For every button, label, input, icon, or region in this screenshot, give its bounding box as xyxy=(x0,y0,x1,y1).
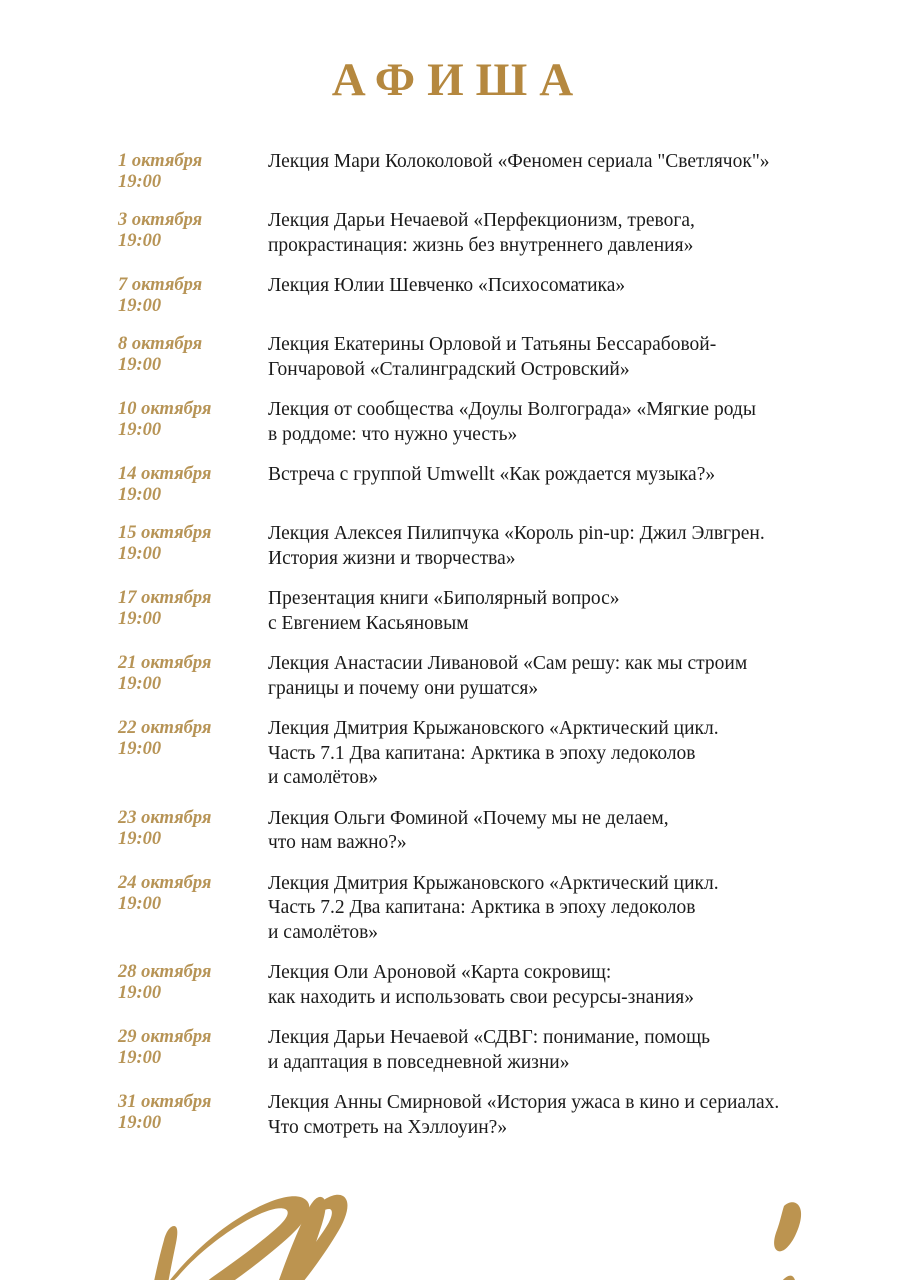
brand-logo xyxy=(0,1148,905,1280)
event-description xyxy=(268,274,838,299)
event-date: 1 октября xyxy=(118,151,203,171)
event-row xyxy=(118,209,838,258)
event-description-line: Лекция Анастасии Ливановой «Сам решу: как мы строим xyxy=(268,653,748,674)
event-row xyxy=(118,463,838,506)
event-datetime xyxy=(118,652,268,695)
event-row xyxy=(118,1091,838,1140)
event-row xyxy=(118,652,838,701)
event-row xyxy=(118,807,838,856)
event-time: 19:00 xyxy=(118,739,162,759)
event-description-line: Часть 7.2 Два капитана: Арктика в эпоху ледоколов xyxy=(268,897,696,918)
event-description-line: Лекция Анны Смирновой «История ужаса в кино и сериалах. xyxy=(268,1092,780,1113)
event-description xyxy=(268,652,838,701)
event-description-line: Лекция Оли Ароновой «Карта сокровищ: xyxy=(268,962,612,983)
event-date: 8 октября xyxy=(118,334,203,354)
event-description xyxy=(268,587,838,636)
event-row xyxy=(118,717,838,791)
event-description xyxy=(268,463,838,488)
event-description xyxy=(268,1091,838,1140)
event-date: 21 октября xyxy=(118,653,212,673)
event-datetime xyxy=(118,717,268,760)
event-description xyxy=(268,961,838,1010)
event-datetime xyxy=(118,872,268,915)
event-row xyxy=(118,1026,838,1075)
event-datetime xyxy=(118,807,268,850)
event-description-line: Презентация книги «Биполярный вопрос» xyxy=(268,588,620,609)
event-datetime xyxy=(118,209,268,252)
event-description xyxy=(268,872,838,946)
event-datetime xyxy=(118,587,268,630)
event-date: 7 октября xyxy=(118,275,203,295)
event-datetime xyxy=(118,274,268,317)
event-description-line: Лекция Мари Колоколовой «Феномен сериала "Светлячок"» xyxy=(268,151,770,172)
event-row xyxy=(118,274,838,317)
event-datetime xyxy=(118,463,268,506)
event-datetime xyxy=(118,961,268,1004)
event-description-line: Что смотреть на Хэллоуин?» xyxy=(268,1116,508,1138)
event-description xyxy=(268,807,838,856)
event-description-line: прокрастинация: жизнь без внутреннего давления» xyxy=(268,234,694,256)
event-time: 19:00 xyxy=(118,828,162,849)
event-date: 31 октября xyxy=(118,1092,212,1112)
event-row xyxy=(118,398,838,447)
event-time: 19:00 xyxy=(118,485,162,505)
event-row xyxy=(118,587,838,636)
event-date: 15 октября xyxy=(118,523,212,543)
event-time: 19:00 xyxy=(118,420,162,440)
event-description-line: Лекция Дмитрия Крыжановского «Арктический цикл. xyxy=(268,718,719,739)
event-time: 19:00 xyxy=(118,893,162,914)
event-description xyxy=(268,333,838,382)
knizhny-script-logo-icon xyxy=(108,1148,828,1280)
event-time: 19:00 xyxy=(118,983,162,1003)
event-description xyxy=(268,717,838,791)
event-description-line: и адаптация в повседневной жизни» xyxy=(268,1051,570,1073)
event-description xyxy=(268,522,838,571)
event-description-line: как находить и использовать свои ресурсы-знания» xyxy=(268,986,695,1008)
event-description xyxy=(268,1026,838,1075)
event-description-line: Лекция Дмитрия Крыжановского «Арктический цикл. xyxy=(268,872,719,894)
event-description-line: Лекция Юлии Шевченко «Психосоматика» xyxy=(268,275,626,296)
event-date: 14 октября xyxy=(118,464,212,484)
event-row xyxy=(118,522,838,571)
event-time: 19:00 xyxy=(118,172,162,192)
page-title: АФИША xyxy=(331,54,586,106)
event-description-line: Лекция Алексея Пилипчука «Король pin-up: Джил Элвгрен. xyxy=(268,523,765,544)
event-date: 24 октября xyxy=(118,872,212,893)
event-datetime xyxy=(118,398,268,441)
event-description-line: Гончаровой «Сталинградский Островский» xyxy=(268,358,630,380)
event-description-line: Часть 7.1 Два капитана: Арктика в эпоху ледоколов xyxy=(268,742,696,764)
event-date: 23 октября xyxy=(118,807,212,828)
event-datetime xyxy=(118,1091,268,1134)
event-datetime xyxy=(118,333,268,376)
event-time: 19:00 xyxy=(118,609,162,629)
event-date: 29 октября xyxy=(118,1027,212,1047)
event-time: 19:00 xyxy=(118,355,162,375)
event-description-line: границы и почему они рушатся» xyxy=(268,677,539,699)
event-description-line: Лекция Ольги Фоминой «Почему мы не делаем, xyxy=(268,807,669,829)
poster-header xyxy=(0,56,905,105)
event-description-line: с Евгением Касьяновым xyxy=(268,612,469,634)
event-description-line: Лекция от сообщества «Доулы Волгограда» «Мягкие роды xyxy=(268,399,756,420)
event-date: 17 октября xyxy=(118,588,212,608)
event-description-line: Встреча с группой Umwellt «Как рождается музыка?» xyxy=(268,464,716,485)
event-description-line: в роддоме: что нужно учесть» xyxy=(268,423,518,445)
event-row xyxy=(118,150,838,193)
event-description-line: что нам важно?» xyxy=(268,832,407,853)
event-row xyxy=(118,872,838,946)
event-time: 19:00 xyxy=(118,1048,162,1068)
event-datetime xyxy=(118,1026,268,1069)
event-description xyxy=(268,209,838,258)
event-row xyxy=(118,961,838,1010)
event-datetime xyxy=(118,150,268,193)
event-description-line: и самолётов» xyxy=(268,767,379,788)
event-description-line: Лекция Дарьи Нечаевой «СДВГ: понимание, помощь xyxy=(268,1027,711,1048)
event-date: 22 октября xyxy=(118,718,212,738)
event-time: 19:00 xyxy=(118,1113,162,1133)
event-time: 19:00 xyxy=(118,231,162,251)
event-description-line: Лекция Екатерины Орловой и Татьяны Бессарабовой- xyxy=(268,334,717,355)
event-date: 28 октября xyxy=(118,962,212,982)
event-datetime xyxy=(118,522,268,565)
event-time: 19:00 xyxy=(118,674,162,694)
event-description-line: Лекция Дарьи Нечаевой «Перфекционизм, тревога, xyxy=(268,210,695,231)
event-schedule-list xyxy=(118,150,838,1156)
event-description xyxy=(268,150,838,175)
event-date: 10 октября xyxy=(118,399,212,419)
event-description-line: История жизни и творчества» xyxy=(268,547,516,569)
event-date: 3 октября xyxy=(118,210,203,230)
event-row xyxy=(118,333,838,382)
event-description-line: и самолётов» xyxy=(268,921,379,943)
event-description xyxy=(268,398,838,447)
event-time: 19:00 xyxy=(118,296,162,316)
event-time: 19:00 xyxy=(118,544,162,564)
